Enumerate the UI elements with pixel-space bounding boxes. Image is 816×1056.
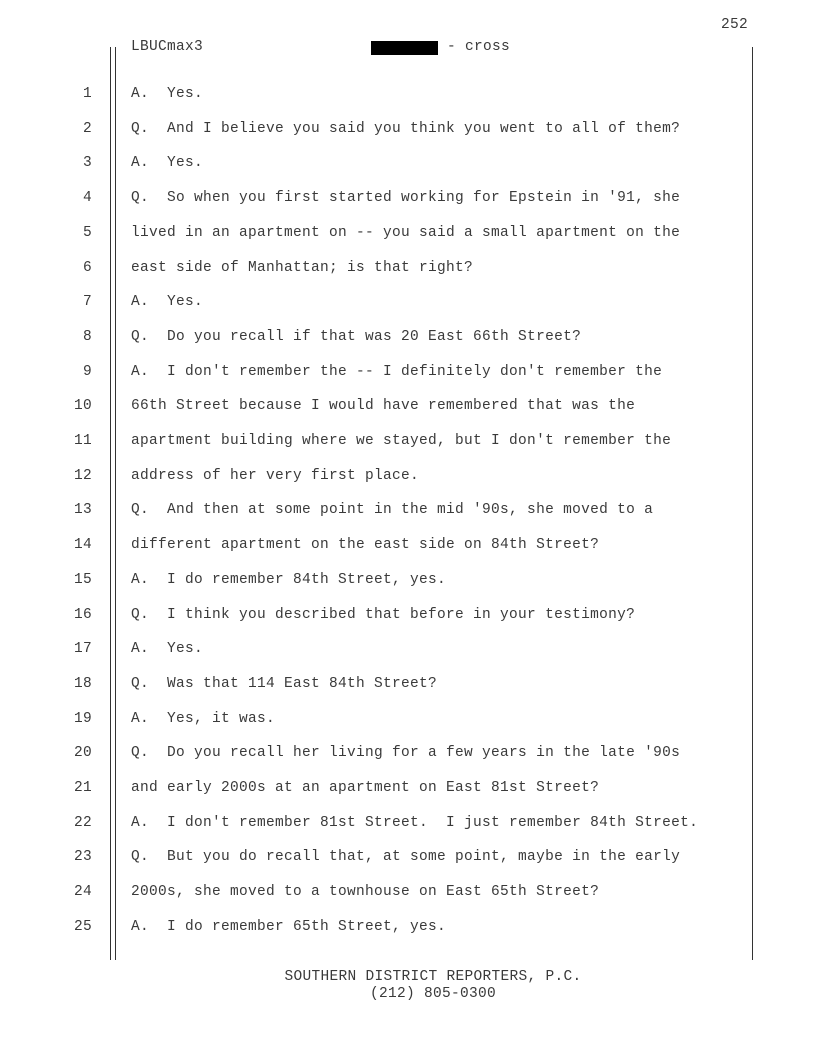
line-number: 7 (82, 294, 92, 311)
transcript-line (0, 86, 816, 106)
line-number: 18 (73, 675, 92, 692)
line-text: A. Yes. (131, 294, 204, 311)
case-code: LBUCmax3 (131, 39, 204, 55)
transcript-line (0, 364, 816, 384)
line-text: lived in an apartment on -- you said a small apartment on the (131, 224, 681, 241)
line-text: apartment building where we stayed, but I don't remember the (131, 433, 672, 449)
transcript-line (0, 641, 816, 661)
line-text: A. Yes. (131, 86, 204, 102)
transcript-line (0, 849, 816, 869)
transcript-line (0, 260, 816, 280)
line-number: 19 (73, 710, 92, 727)
line-number: 22 (73, 814, 92, 831)
line-number: 13 (73, 502, 92, 519)
examination-type: - cross (447, 39, 511, 55)
line-text: A. I don't remember the -- I definitely don't remember the (131, 363, 663, 380)
transcript-line (0, 502, 816, 522)
line-text: A. Yes. (131, 155, 204, 172)
transcript-line (0, 537, 816, 557)
transcript-line (0, 155, 816, 175)
transcript-line (0, 190, 816, 210)
redaction-bar (371, 41, 438, 55)
transcript-line (0, 433, 816, 453)
line-number: 21 (73, 780, 92, 796)
line-number: 1 (82, 86, 92, 102)
line-number: 14 (73, 537, 92, 554)
line-number: 20 (73, 745, 92, 762)
transcript-line (0, 676, 816, 696)
transcript-line (0, 572, 816, 592)
line-text: address of her very first place. (131, 467, 420, 484)
footer (0, 969, 816, 1003)
line-text: A. I do remember 65th Street, yes. (131, 918, 447, 935)
transcript-line (0, 711, 816, 731)
line-text: Q. So when you first started working for Epstein in '91, she (131, 190, 681, 207)
line-number: 15 (73, 571, 92, 588)
line-number: 11 (73, 433, 92, 449)
transcript-line (0, 294, 816, 314)
transcript-line (0, 329, 816, 349)
line-text: different apartment on the east side on 84th Street? (131, 537, 600, 554)
line-text: and early 2000s at an apartment on East 81st Street? (131, 780, 600, 796)
line-number: 2 (82, 120, 92, 137)
transcript-line (0, 745, 816, 765)
line-number: 4 (82, 190, 92, 207)
transcript-line (0, 468, 816, 488)
line-number: 3 (82, 155, 92, 172)
line-text: Q. I think you described that before in your testimony? (131, 606, 636, 623)
line-text: 66th Street because I would have remembered that was the (131, 398, 636, 415)
line-number: 6 (82, 259, 92, 276)
line-text: Q. And then at some point in the mid '90s, she moved to a (131, 502, 654, 519)
line-text: A. I don't remember 81st Street. I just remember 84th Street. (131, 814, 699, 831)
line-text: A. Yes, it was. (131, 710, 276, 727)
line-number: 10 (73, 398, 92, 415)
line-text: Q. But you do recall that, at some point, maybe in the early (131, 849, 681, 866)
line-number: 24 (73, 884, 92, 901)
page-number: 252 (720, 17, 748, 33)
line-text: 2000s, she moved to a townhouse on East 65th Street? (131, 884, 600, 901)
line-number: 5 (82, 224, 92, 241)
transcript-line (0, 884, 816, 904)
line-number: 8 (82, 328, 92, 345)
reporter-phone: (212) 805-0300 (369, 986, 497, 1002)
reporter-company: SOUTHERN DISTRICT REPORTERS, P.C. (284, 969, 582, 985)
line-number: 25 (73, 918, 92, 935)
line-number: 23 (73, 849, 92, 866)
line-number: 16 (73, 606, 92, 623)
line-text: Q. Was that 114 East 84th Street? (131, 675, 438, 692)
line-text: Q. Do you recall her living for a few years in the late '90s (131, 745, 681, 762)
line-number: 17 (73, 641, 92, 658)
transcript-line (0, 919, 816, 939)
line-number: 9 (82, 363, 92, 380)
line-text: east side of Manhattan; is that right? (131, 259, 474, 276)
transcript-line (0, 780, 816, 800)
transcript-line (0, 225, 816, 245)
transcript-line (0, 815, 816, 835)
line-text: Q. And I believe you said you think you went to all of them? (131, 120, 681, 137)
transcript-line (0, 121, 816, 141)
line-text: Q. Do you recall if that was 20 East 66th Street? (131, 328, 582, 345)
line-text: A. Yes. (131, 641, 204, 658)
line-number: 12 (73, 467, 92, 484)
line-text: A. I do remember 84th Street, yes. (131, 571, 447, 588)
transcript-line (0, 398, 816, 418)
transcript-line (0, 607, 816, 627)
